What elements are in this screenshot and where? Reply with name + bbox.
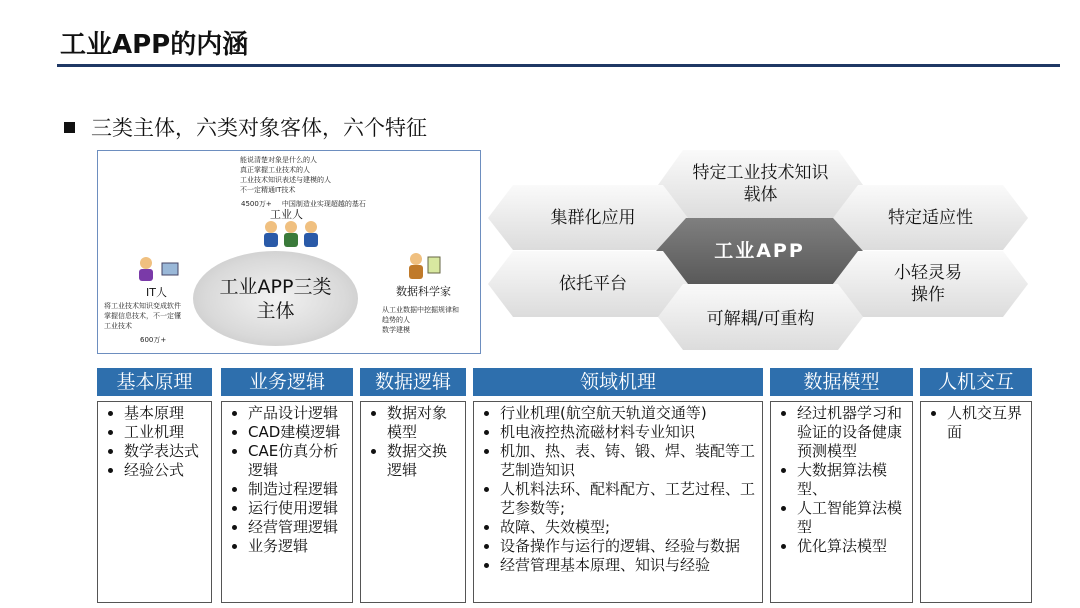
list-item: • 基本原理 [124,404,207,423]
industrial-person-count: 4500万+ [241,200,272,208]
column-basic-principles [97,368,212,603]
list-item: • 人工智能算法模型 [797,499,908,537]
industrial-person-count-note: 中国制造业实现超越的基石 [281,200,366,208]
column-human-machine-interaction [920,368,1032,603]
list-item: • 优化算法模型 [797,537,908,556]
column-header: 基本原理 [97,368,212,396]
it-person-icon [136,255,182,281]
list-item: • 经营管理基本原理、知识与经验 [500,556,758,575]
it-person-label: IT人 [146,286,167,299]
industrial-person-count-line [241,199,366,209]
three-subjects-oval: 工业APP三类主体 [193,251,358,346]
feature-lower-left: 依托平台 [559,274,627,294]
column-body [473,401,763,603]
list-item: • 设备操作与运行的逻辑、经验与数据 [500,537,758,556]
column-business-logic [221,368,353,603]
title-underline [57,64,1060,67]
list-item: • 人机料法环、配料配方、工艺过程、工艺参数等; [500,480,758,518]
column-body [97,401,212,603]
list-item: • 机电液控热流磁材料专业知识 [500,423,758,442]
list-item: • 产品设计逻辑 [248,404,348,423]
column-header: 业务逻辑 [221,368,353,396]
column-header: 人机交互 [920,368,1032,396]
list-item: • 行业机理(航空航天轨道交通等) [500,404,758,423]
page-title: 工业APP的内涵 [60,30,249,60]
three-subjects-panel [97,150,481,354]
six-features-diagram [488,150,1038,350]
feature-lower-right: 小轻灵易操作 [894,263,962,305]
column-header: 数据逻辑 [360,368,466,396]
industrial-people-icon [261,219,321,249]
list-item: • 经验公式 [124,461,207,480]
feature-bottom: 可解耦/可重构 [706,309,815,329]
data-scientist-label: 数据科学家 [396,285,451,298]
industrial-person-label: 工业人 [270,208,303,221]
column-data-logic [360,368,466,603]
list-item: • 数学表达式 [124,442,207,461]
list-item: • CAE仿真分析逻辑 [248,442,348,480]
list-item: • 机加、热、表、铸、锻、焊、装配等工艺制造知识 [500,442,758,480]
list-item: • 运行使用逻辑 [248,499,348,518]
list-item: • 数据交换逻辑 [387,442,461,480]
summary-text: 三类主体，六类对象客体，六个特征 [91,116,427,140]
column-body [221,401,353,603]
list-item: • 工业机理 [124,423,207,442]
column-header: 领域机理 [473,368,763,396]
feature-top: 特定工业技术知识载体 [692,163,829,205]
data-scientist-notes: 从工业数据中挖掘规律和 趋势的人 数学建模 [382,306,459,334]
list-item: • 经营管理逻辑 [248,518,348,537]
feature-upper-right: 特定适应性 [888,208,973,228]
column-domain-mechanism [473,368,763,603]
column-body [920,401,1032,603]
list-item: • CAD建模逻辑 [248,423,348,442]
column-data-models [770,368,913,603]
feature-center: 工业APP [714,240,805,262]
column-body [360,401,466,603]
industrial-person-notes: 能说清楚对象是什么的人 真正掌握工业技术的人 工业技术知识表述与建模的人 不一定精通IT技术 [240,156,331,194]
data-scientist-icon [404,251,444,281]
list-item: • 经过机器学习和验证的设备健康预测模型 [797,404,908,461]
list-item: • 故障、失效模型; [500,518,758,537]
feature-upper-left: 集群化应用 [550,208,636,228]
list-item: • 制造过程逻辑 [248,480,348,499]
summary-bullet [64,112,427,142]
column-body [770,401,913,603]
list-item: • 数据对象模型 [387,404,461,442]
column-header: 数据模型 [770,368,913,396]
list-item: • 大数据算法模型、 [797,461,908,499]
it-person-count: 600万+ [140,336,167,344]
list-item: • 业务逻辑 [248,537,348,556]
list-item: • 人机交互界面 [947,404,1027,442]
square-bullet-icon [64,122,75,133]
it-person-notes: 将工业技术知识变成软件 掌握信息技术，不一定懂 工业技术 [104,302,181,330]
